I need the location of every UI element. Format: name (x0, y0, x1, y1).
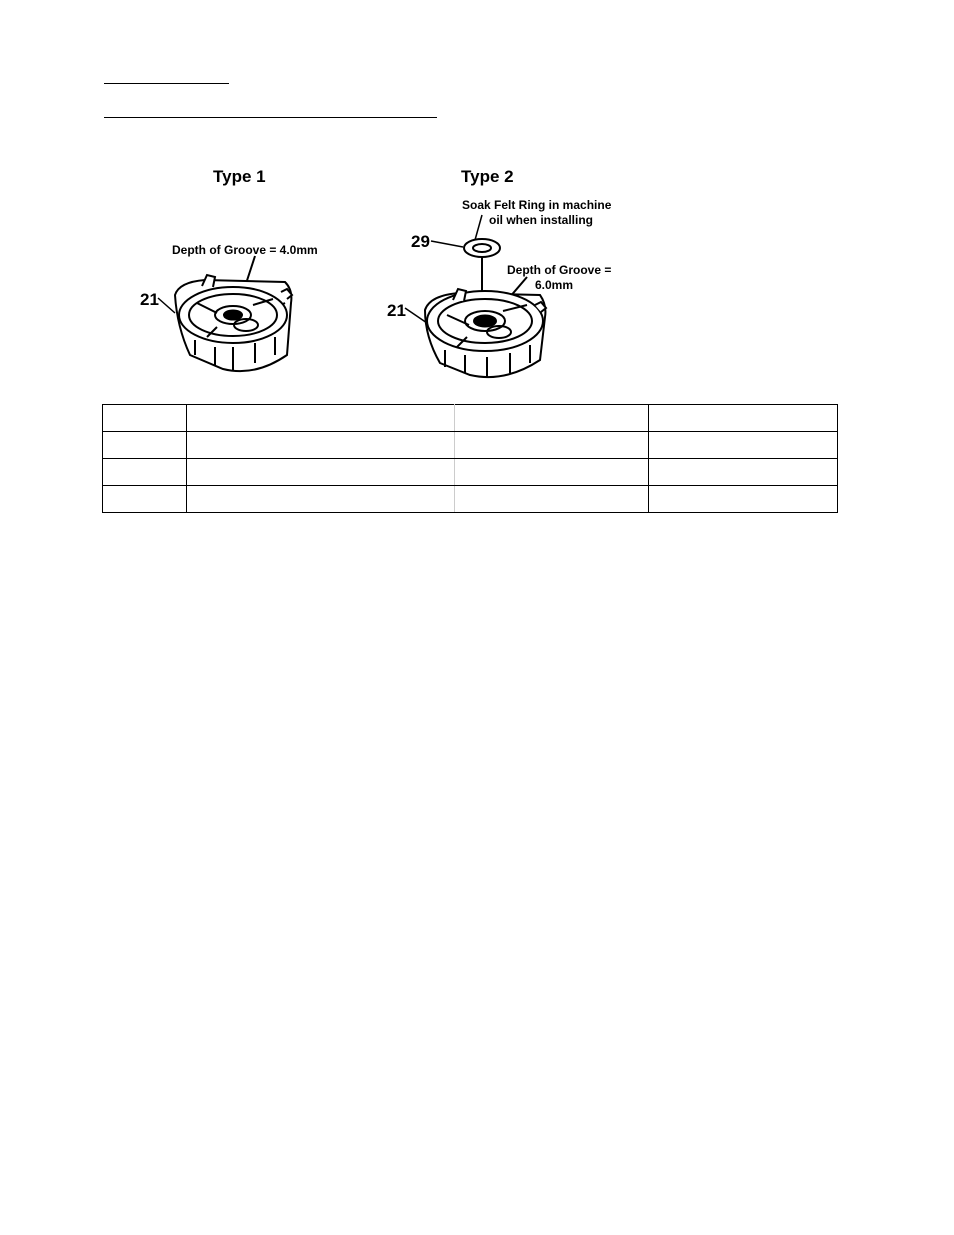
table-cell (187, 486, 455, 513)
type2-callout-29: 29 (411, 232, 430, 251)
type2-housing-drawing (425, 289, 546, 377)
type1-callout-21: 21 (140, 290, 159, 309)
table-cell (103, 432, 187, 459)
table-cell (649, 405, 838, 432)
table-cell (103, 405, 187, 432)
table-cell (103, 486, 187, 513)
heading-underline-long (104, 117, 437, 118)
type1-housing-drawing (175, 275, 292, 371)
table-cell (187, 432, 455, 459)
table-cell (649, 459, 838, 486)
table-row (103, 432, 838, 459)
type2-groove-label-line2: 6.0mm (535, 278, 574, 292)
table-cell (455, 486, 649, 513)
table-cell (455, 432, 649, 459)
type2-title: Type 2 (461, 167, 514, 186)
parts-table (102, 404, 838, 513)
table-cell (187, 405, 455, 432)
table-row (103, 486, 838, 513)
type2-callout-21: 21 (387, 301, 406, 320)
table-row (103, 405, 838, 432)
bearing-housing-figure (135, 155, 645, 385)
table-cell (455, 405, 649, 432)
type1-title: Type 1 (213, 167, 266, 186)
type1-groove-label: Depth of Groove = 4.0mm (172, 243, 318, 257)
type2-felt-label-line1: Soak Felt Ring in machine (462, 198, 612, 212)
felt-ring-icon (464, 239, 500, 257)
table-cell (103, 459, 187, 486)
table-cell (455, 459, 649, 486)
table-cell (649, 486, 838, 513)
table-cell (649, 432, 838, 459)
type2-felt-label-line2: oil when installing (489, 213, 594, 227)
table-cell (187, 459, 455, 486)
table-row (103, 459, 838, 486)
type2-groove-label-line1: Depth of Groove = (507, 263, 612, 277)
heading-underline-short (104, 83, 229, 84)
